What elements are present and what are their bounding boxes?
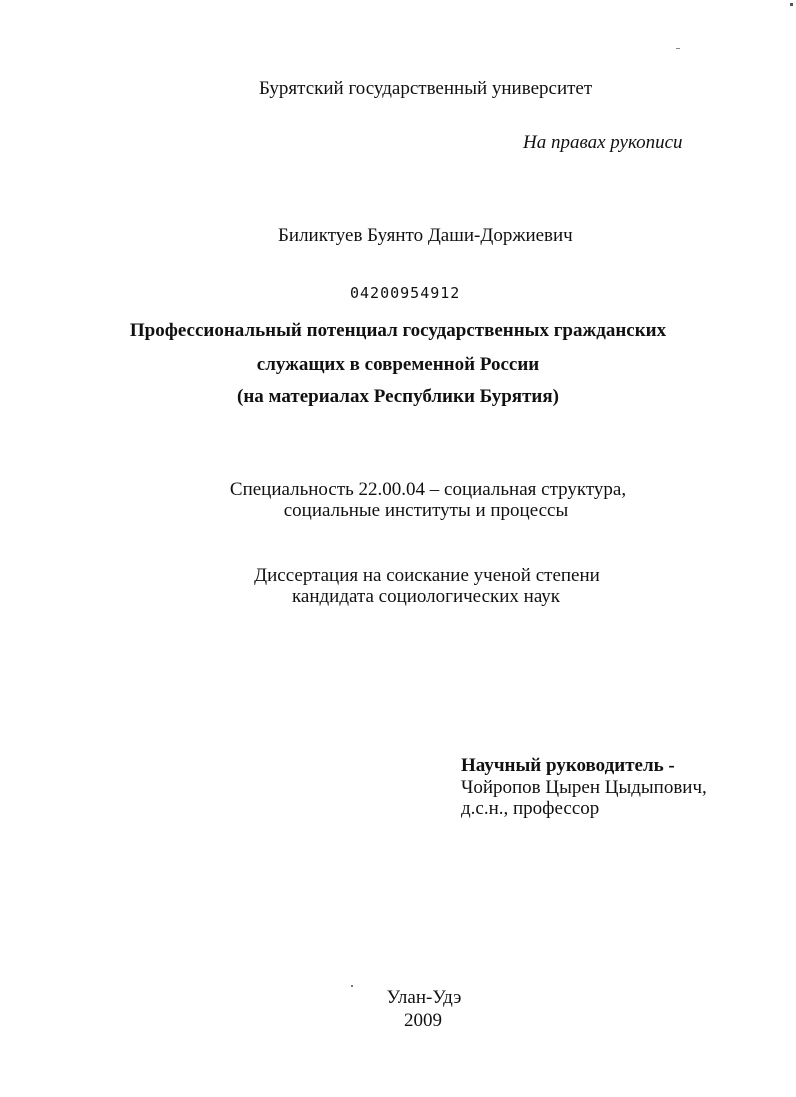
supervisor-heading: Научный руководитель -: [461, 755, 675, 776]
scan-speck: [676, 48, 680, 49]
supervisor-degree: д.с.н., профессор: [461, 798, 600, 819]
year: 2009: [404, 1010, 442, 1031]
registration-number: 04200954912: [350, 284, 461, 302]
author-name: Биликтуев Буянто Даши-Доржиевич: [278, 225, 573, 246]
dissertation-line-2: кандидата социологических наук: [291, 586, 561, 607]
specialty-line-1: Специальность 22.00.04 – социальная структура,: [229, 479, 627, 500]
university-name: Бурятский государственный университет: [259, 78, 593, 99]
title-line-3: (на материалах Республики Бурятия): [237, 386, 559, 407]
supervisor-name: Чойропов Цырен Цыдыпович,: [461, 777, 707, 798]
scan-speck: [790, 3, 793, 6]
title-line-1: Профессиональный потенциал государственных гражданских: [129, 320, 667, 341]
title-line-2: служащих в современной России: [256, 354, 540, 375]
dissertation-line-1: Диссертация на соискание ученой степени: [254, 565, 600, 586]
city: Улан-Удэ: [386, 987, 462, 1008]
manuscript-note: На правах рукописи: [523, 132, 683, 153]
specialty-line-2: социальные институты и процессы: [283, 500, 569, 521]
